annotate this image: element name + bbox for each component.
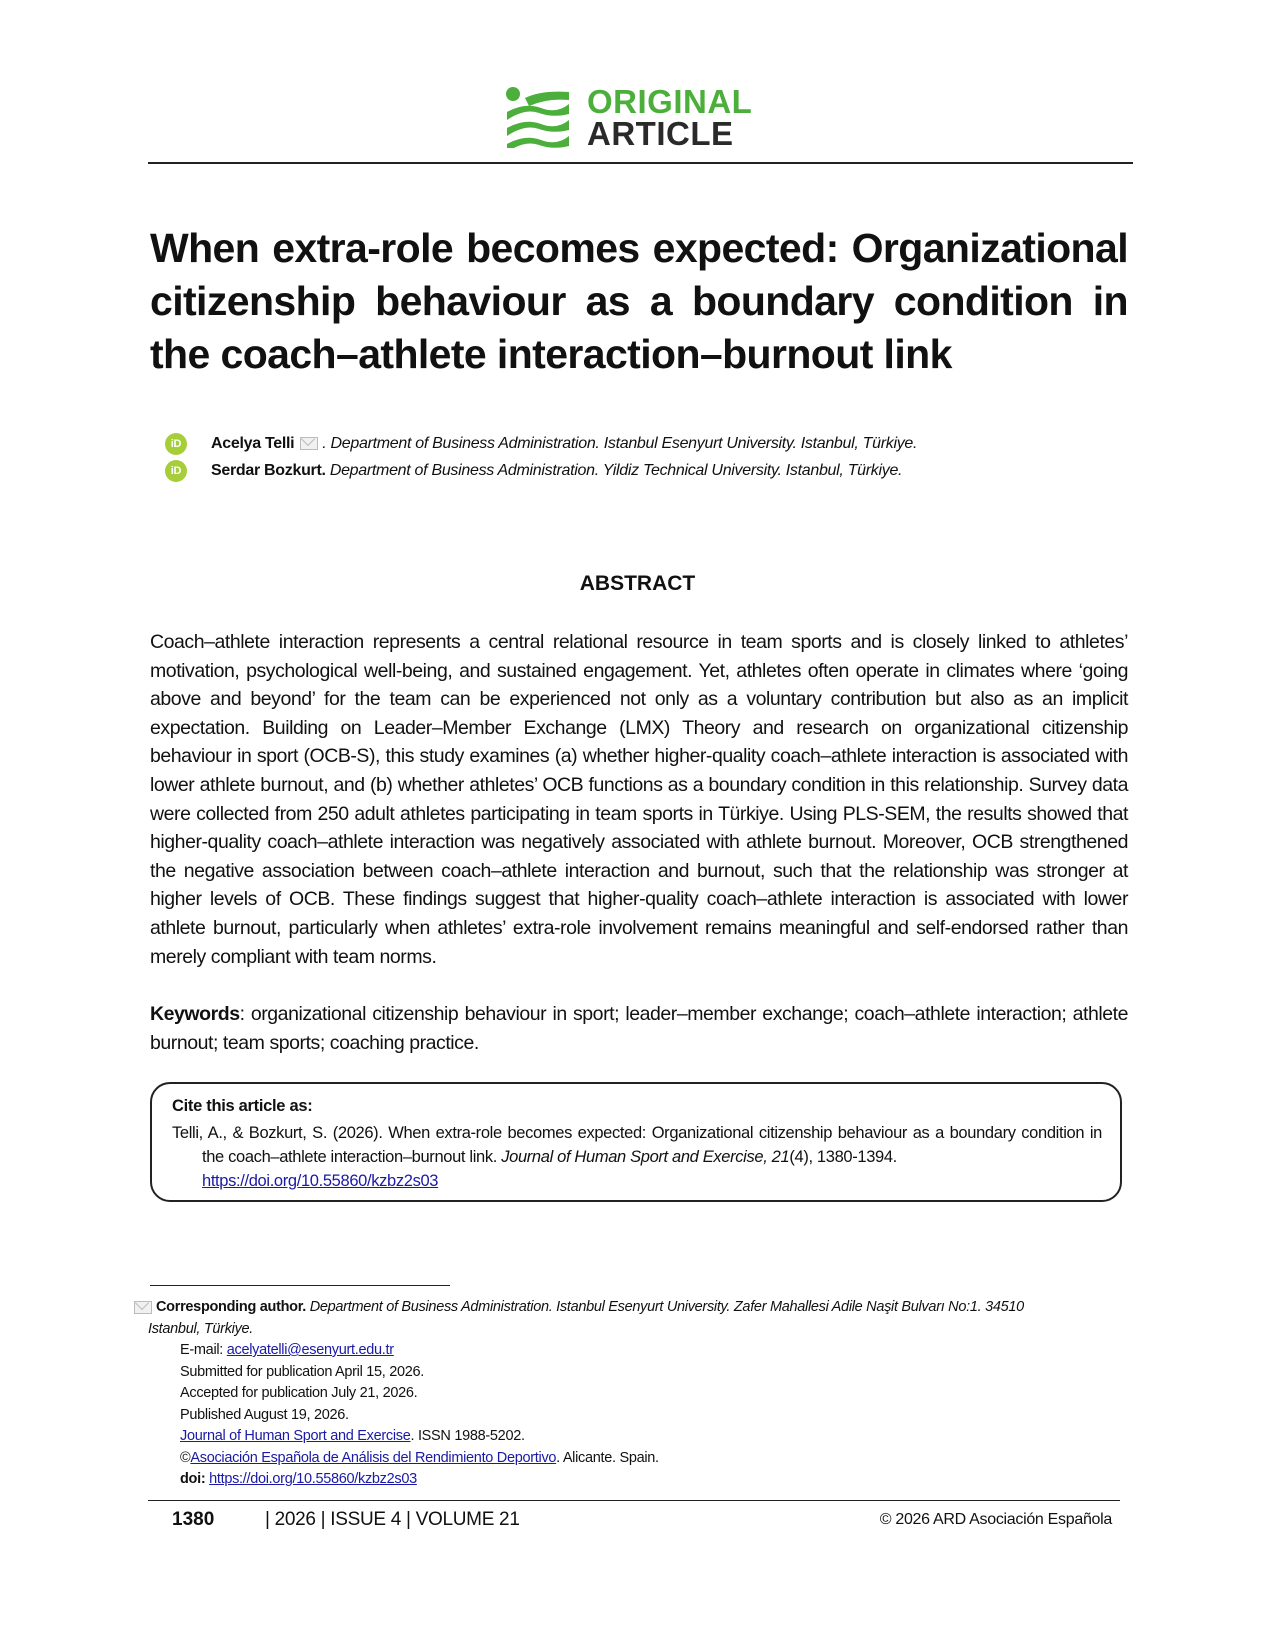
header-divider (148, 162, 1133, 164)
author-affiliation: Department of Business Administration. Yildiz Technical University. Istanbul, Türkiye. (329, 462, 903, 479)
author-name: Acelya Telli (211, 435, 295, 452)
accepted-date: Accepted for publication July 21, 2026. (180, 1385, 418, 1401)
author-name: Serdar Bozkurt. (211, 462, 326, 479)
keywords-label: Keywords (150, 1003, 240, 1025)
footer-divider (148, 1500, 1120, 1501)
citation-reference: Telli, A., & Bozkurt, S. (2026). When extra-role becomes expected: Organizational citizenship behaviour as a boundary condition in the coach–athlete interaction–burnout link. (172, 1124, 1102, 1166)
email-label: E-mail: (180, 1342, 227, 1358)
footer-copyright: © 2026 ARD Asociación Española (879, 1511, 1112, 1528)
envelope-icon (300, 437, 318, 450)
keywords-text: : organizational citizenship behaviour in sport; leader–member exchange; coach–athlete interaction; athlete burnout; team sports; coaching practice. (150, 1003, 1128, 1054)
publisher-line (148, 1448, 1128, 1470)
publisher-location: . Alicante. Spain. (556, 1449, 659, 1466)
submitted-date: Submitted for publication April 15, 2026. (180, 1363, 425, 1380)
citation-doi-link[interactable]: https://doi.org/10.55860/kzbz2s03 (202, 1172, 439, 1190)
citation-label: Cite this article as: (172, 1097, 313, 1115)
issn: . ISSN 1988-5202. (410, 1428, 525, 1444)
envelope-icon (134, 1301, 152, 1314)
journal-link[interactable]: Journal of Human Sport and Exercise (180, 1428, 411, 1444)
corresponding-author-label: Corresponding author. (156, 1299, 306, 1315)
publisher-link[interactable]: Asociación Española de Análisis del Rendimiento Deportivo (190, 1449, 557, 1466)
citation-journal: Journal of Human Sport and Exercise, 21 (501, 1148, 790, 1166)
orcid-icon[interactable]: iD (165, 460, 187, 482)
corresponding-author-line (148, 1297, 1128, 1319)
footnote-divider (150, 1285, 450, 1286)
logo-stripes-icon (505, 86, 571, 148)
keywords (150, 1000, 1128, 1057)
citation-text (172, 1121, 1102, 1193)
page-number: 1380 (172, 1509, 215, 1530)
footnote (148, 1297, 1128, 1491)
orcid-icon[interactable]: iD (165, 433, 187, 455)
abstract-heading: ABSTRACT (579, 572, 696, 595)
article-title: When extra-role becomes expected: Organizational citizenship behaviour as a boundary condition in the coach–athlete interaction–burnout link (150, 225, 1128, 377)
logo-article-text: ARTICLE (587, 115, 734, 152)
author-affiliation: . Department of Business Administration. Istanbul Esenyurt University. Istanbul, Türkiye. (322, 435, 918, 452)
corresponding-author-address-2: Istanbul, Türkiye. (148, 1320, 254, 1337)
published-date: Published August 19, 2026. (180, 1406, 349, 1423)
original-article-logo (505, 83, 775, 152)
logo-original-text: ORIGINAL (587, 83, 753, 120)
journal-line (148, 1426, 1128, 1448)
doi-link[interactable]: https://doi.org/10.55860/kzbz2s03 (209, 1471, 417, 1487)
doi-label: doi: (180, 1471, 206, 1487)
citation-issue-pages: (4), 1380-1394. (789, 1148, 897, 1166)
author-row-1 (165, 432, 917, 456)
author-row-2 (165, 459, 902, 483)
corresponding-author-address: Department of Business Administration. Istanbul Esenyurt University. Zafer Mahallesi Adile Naşit Bulvarı No:1. 34510 (309, 1299, 1024, 1315)
issue-info: | 2026 | ISSUE 4 | VOLUME 21 (265, 1509, 520, 1530)
doi-line (148, 1469, 1128, 1491)
email-link[interactable]: acelyatelli@esenyurt.edu.tr (226, 1342, 394, 1358)
copyright-symbol: © (180, 1449, 191, 1466)
abstract-body: Coach–athlete interaction represents a central relational resource in team sports and is closely linked to athletes’ motivation, psychological well-being, and sustained engagement. Yet, athletes often operate in climates where ‘going above and beyond’ for the team can be experienced not only as a voluntary contribution but also as an implicit expectation. Building on Leader–Member Exchange (LMX) Theory and research on organizational citizenship behaviour in sport (OCB-S), this study examines (a) whether higher-quality coach–athlete interaction is associated with lower athlete burnout, and (b) whether athletes’ OCB functions as a boundary condition in this relationship. Survey data were collected from 250 adult athletes participating in team sports in Türkiye. Using PLS-SEM, the results showed that higher-quality coach–athlete interaction was negatively associated with athlete burnout. Moreover, OCB strengthened the negative association between coach–athlete interaction and burnout, such that the relationship was stronger at higher levels of OCB. These findings suggest that higher-quality coach–athlete interaction is associated with lower athlete burnout, particularly when athletes’ extra-role involvement remains meaningful and self-endorsed rather than merely compliant with team norms. (150, 631, 1128, 968)
email-line (148, 1340, 1128, 1362)
